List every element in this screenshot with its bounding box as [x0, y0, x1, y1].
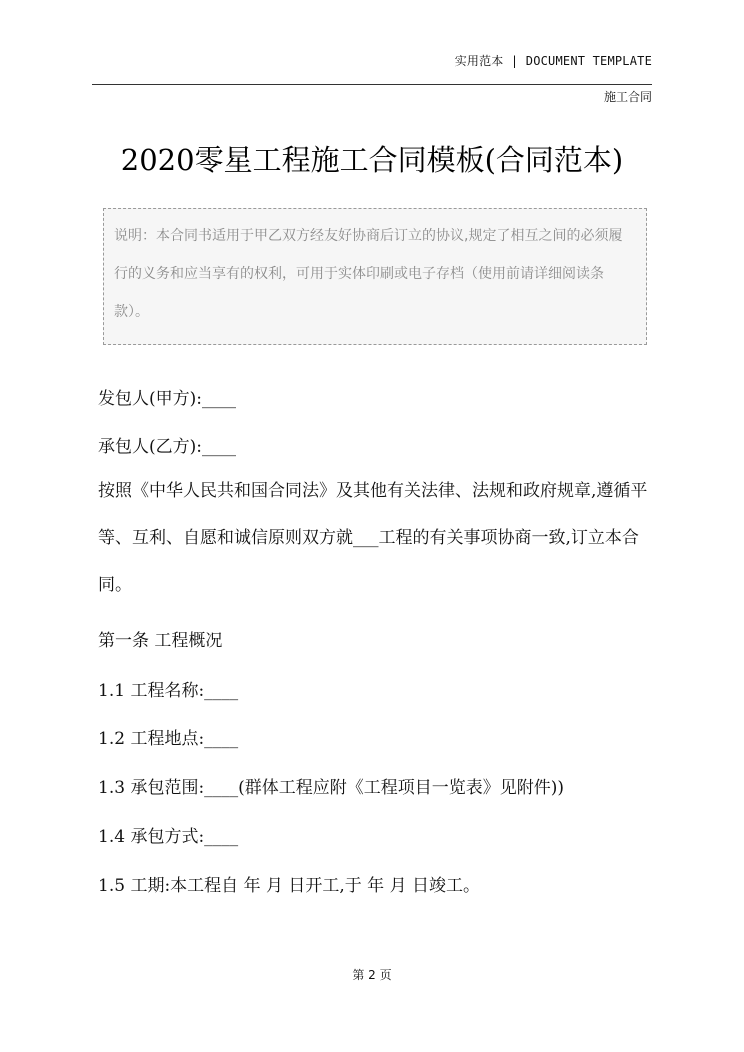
- item-1-3: 1.3 承包范围:____(群体工程应附《工程项目一览表》见附件)): [98, 778, 565, 798]
- article-1-heading: 第一条 工程概况: [98, 631, 223, 651]
- header-category: 施工合同: [603, 90, 652, 104]
- party-a-line: 发包人(甲方):____: [98, 389, 236, 409]
- document-title: 2020零星工程施工合同模板(合同范本): [120, 143, 624, 177]
- item-1-2: 1.2 工程地点:____: [98, 729, 239, 749]
- party-b-line: 承包人(乙方):____: [98, 437, 236, 457]
- item-1-1: 1.1 工程名称:____: [98, 681, 239, 701]
- item-1-5: 1.5 工期:本工程自 年 月 日开工,于 年 月 日竣工。: [98, 876, 480, 896]
- item-1-4: 1.4 承包方式:____: [98, 827, 239, 847]
- description-box: [103, 208, 647, 345]
- description-text: 说明：本合同书适用于甲乙双方经友好协商后订立的协议,规定了相互之间的必须履行的义务和应当享有的权利，可用于实体印刷或电子存档（使用前请详细阅读条款）。: [114, 228, 623, 320]
- intro-paragraph: 按照《中华人民共和国合同法》及其他有关法律、法规和政府规章,遵循平等、互利、自愿和诚信原则双方就___工程的有关事项协商一致,订立本合同。: [98, 481, 648, 595]
- header-doc-type: 实用范本 | DOCUMENT TEMPLATE: [454, 54, 652, 68]
- header-divider: [92, 84, 652, 85]
- page-number: 第 2 页: [352, 968, 392, 982]
